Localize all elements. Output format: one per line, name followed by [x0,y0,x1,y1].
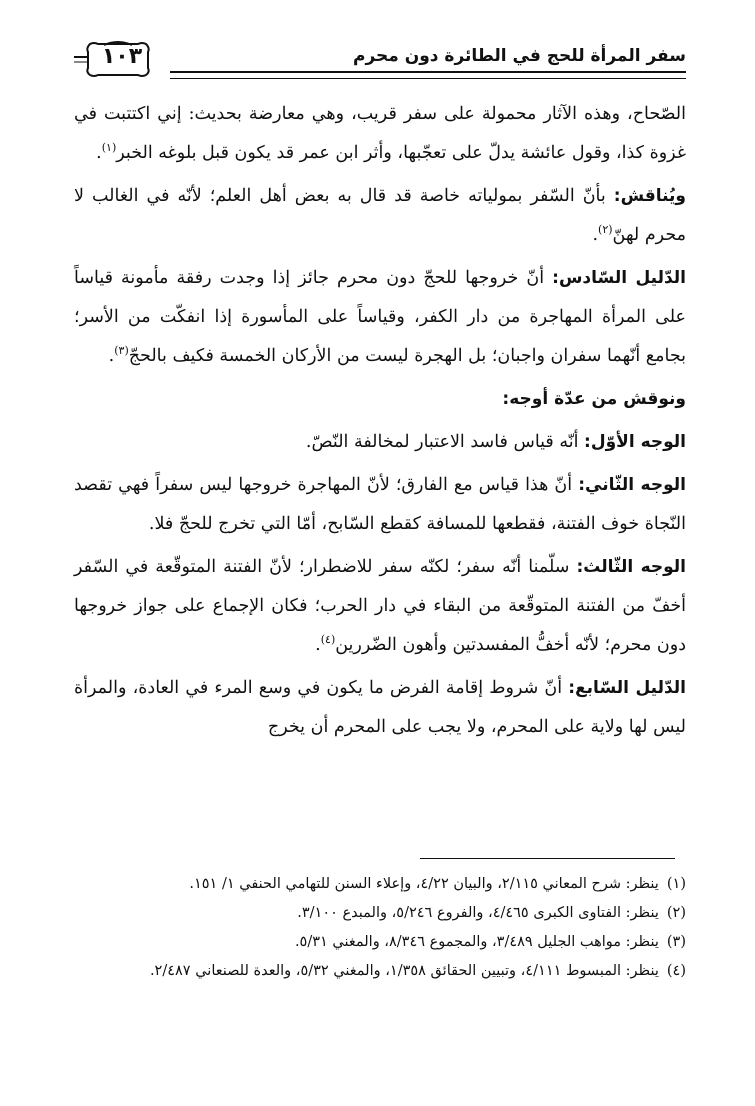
paragraph: الصّحاح، وهذه الآثار محمولة على سفر قريب، وهي معارضة بحديث: إني اكتتبت في غزوة كذا، وقول عائشة يدلّ على تعجّبها، وأثر ابن عمر قد يكون قبل بلوغه الخبر$^{(١)}$. [74,104,686,163]
footnote [74,959,686,984]
footnote [74,901,686,926]
footnote-number: (٤) [666,963,686,979]
footnote-ref: (٣) [114,344,129,358]
paragraph-label: ويُناقش: [613,186,686,206]
paragraph-label: الوجه الثّاني: [578,475,686,495]
footnote-number: (٣) [666,934,686,950]
paragraph-label: الدّليل السّابع: [568,678,686,698]
page-header [74,40,686,82]
running-title: سفر المرأة للحج في الطائرة دون محرم [352,46,686,66]
footnote-text: ينظر: المبسوط ٤/١١١، وتبيين الحقائق ١/٣٥٨، والمغني ٥/٣٢، والعدة للصنعاني ٢/٤٨٧. [149,963,659,979]
paragraph [74,669,686,747]
paragraph-text: أنّ خروجها للحجّ دون محرم جائز إذا وجدت رفقة مأمونة قياساً على المرأة المهاجرة من دار الكفر، وقياساً على المأسورة إذا انفكّت من الأسر؛ بجامع أنّهما سفران واجبان؛ بل الهجرة ليست من الأركان الخمسة فكيف بالحجّ [74,268,686,366]
paragraph-text: الصّحاح، وهذه الآثار محمولة على سفر قريب، وهي معارضة بحديث: إني اكتتبت في غزوة كذا، وقول عائشة يدلّ على تعجّبها، وأثر ابن عمر قد يكون قبل بلوغه الخبر [74,104,686,163]
footnote-ref: (١) [101,141,117,155]
main-text [74,95,686,751]
paragraph: الدّليل السّادس: أنّ خروجها للحجّ دون محرم جائز إذا وجدت رفقة مأمونة قياساً على المرأة المهاجرة من دار الكفر، وقياساً على المأسورة إذا انفكّت من الأسر؛ بجامع أنّهما سفران واجبان؛ بل الهجرة ليست من الأركان الخمسة فكيف بالحجّ$^{(٣)}$. [74,268,686,366]
footnote-separator [420,858,675,859]
header-rule [170,71,686,79]
footnote [74,872,686,897]
paragraph-text: أنّ شروط إقامة الفرض ما يكون في وسع المرء في العادة، والمرأة ليس لها ولاية على المحرم، ولا يجب على المحرم أن يخرج [74,678,686,737]
paragraph-label: الوجه الأوّل: [584,432,686,452]
page-number: ١٠٣ [101,44,143,69]
footnote-text: ينظر: الفتاوى الكبرى ٤/٤٦٥، والفروع ٥/٢٤٦، والمبدع ٣/١٠٠. [297,905,659,921]
paragraph: الوجه الثّالث: سلّمنا أنّه سفر؛ لكنّه سفر للاضطرار؛ لأنّ الفتنة المتوقّعة في السّفر أخفّ من الفتنة المتوقّعة من البقاء في دار الحرب؛ فكان الإجماع على جواز خروجها دون محرم؛ لأنّه أخفُّ المفسدتين وأهون الضّررين$^{(٤)}$. [74,557,686,655]
footnote-number: (٢) [666,905,686,921]
footnote-ref: (٤) [320,633,336,647]
footnote-text: ينظر: شرح المعاني ٢/١١٥، والبيان ٤/٢٢، وإعلاء السنن للتهامي الحنفي ١/ ١٥١. [189,876,659,892]
paragraph-label: الدّليل السّادس: [552,268,686,288]
paragraph: ويُناقش: بأنّ السّفر بمولياته خاصة قد قال به بعض أهل العلم؛ لأنّه في الغالب لا محرم لهنّ$^{(٢)}$. [74,186,686,245]
paragraph-label: الوجه الثّالث: [576,557,686,577]
footnote [74,930,686,955]
paragraph-label: ونوقش من عدّة أوجه: [502,389,686,409]
paragraph-text: بأنّ السّفر بمولياته خاصة قد قال به بعض أهل العلم؛ لأنّه في الغالب لا محرم لهنّ [74,186,686,245]
footnote-number: (١) [666,876,686,892]
footnotes [74,872,686,988]
paragraph [74,423,686,462]
page-number-frame [74,40,162,78]
footnote-text: ينظر: مواهب الجليل ٣/٤٨٩، والمجموع ٨/٣٤٦، والمغني ٥/٣١. [294,934,659,950]
paragraph-text: أنّه قياس فاسد الاعتبار لمخالفة النّصّ. [305,432,585,452]
paragraph-text: أنّ هذا قياس مع الفارق؛ لأنّ المهاجرة خروجها ليس سفراً فهي تقصد النّجاة خوف الفتنة، فقطعها للمسافة كقطع السّابح، أمّا التي تخرج للحجّ فلا. [74,475,686,534]
paragraph [74,380,686,419]
paragraph-text: سلّمنا أنّه سفر؛ لكنّه سفر للاضطرار؛ لأنّ الفتنة المتوقّعة في السّفر أخفّ من الفتنة المتوقّعة من البقاء في دار الحرب؛ فكان الإجماع على جواز خروجها دون محرم؛ لأنّه أخفُّ المفسدتين وأهون الضّررين [74,557,686,655]
footnote-ref: (٢) [598,223,613,237]
paragraph [74,466,686,544]
